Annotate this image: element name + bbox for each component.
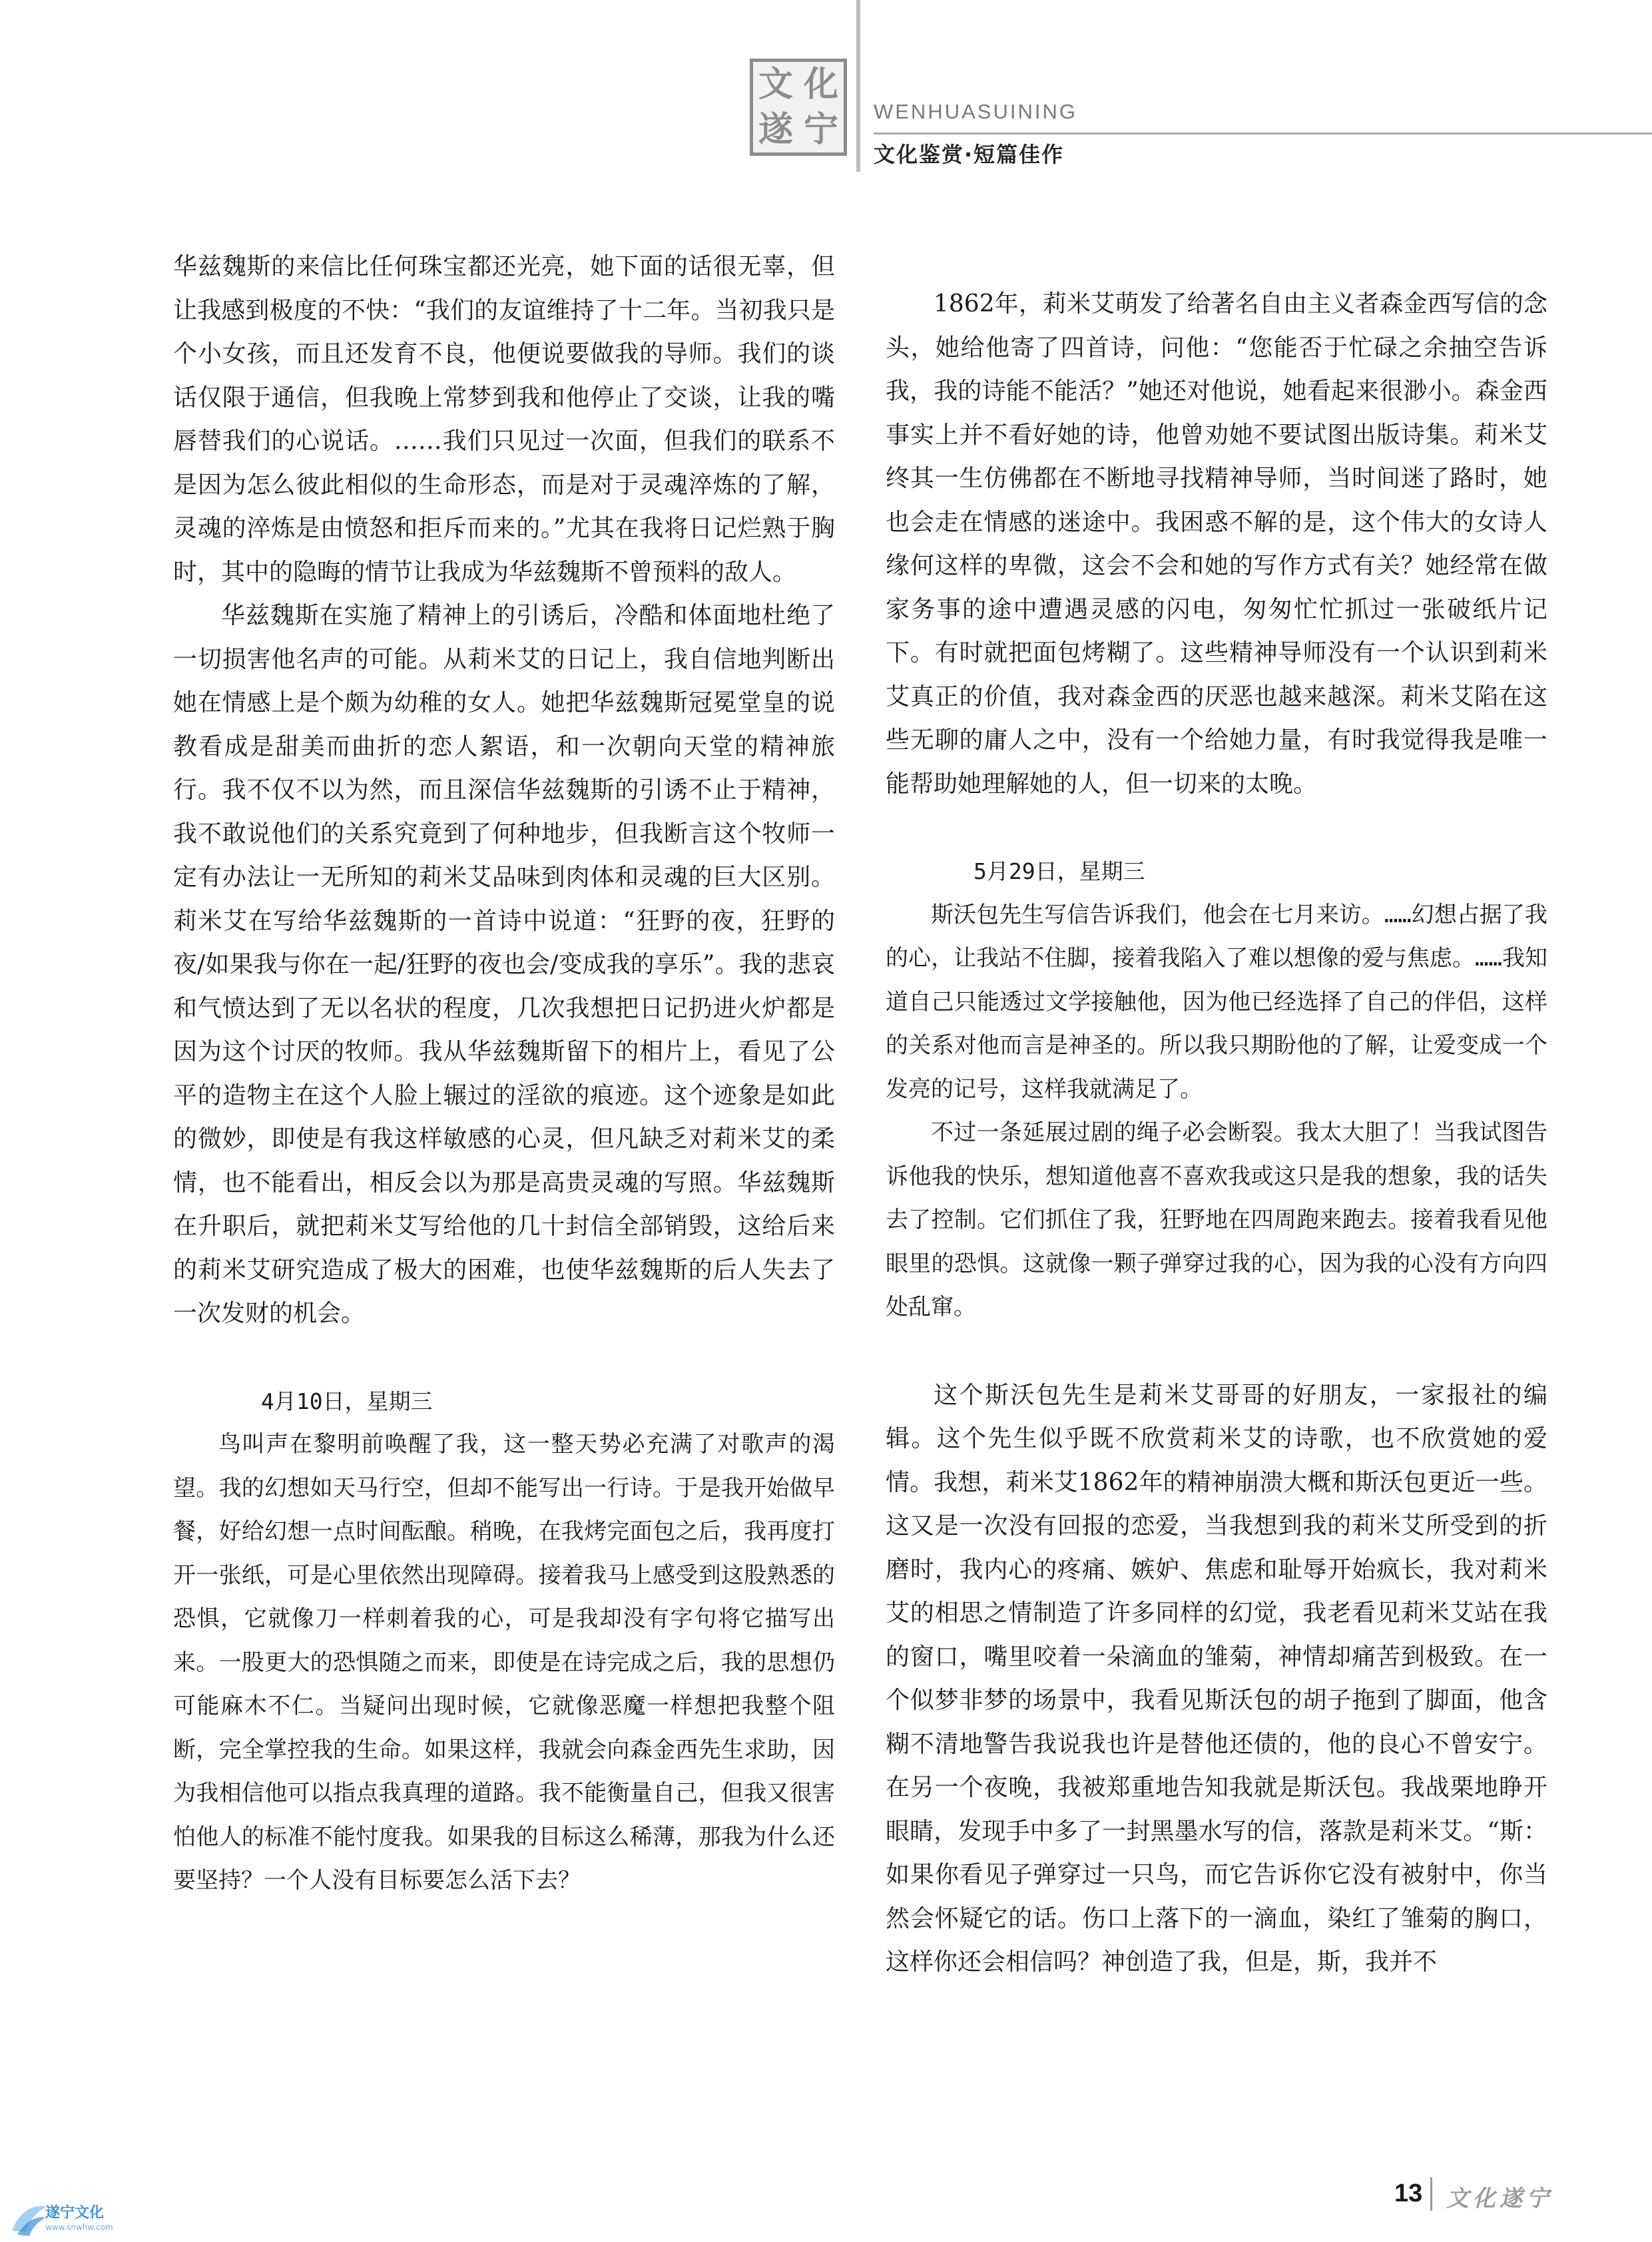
header-divider	[856, 0, 860, 172]
watermark-text: 遂宁文化	[45, 2205, 105, 2221]
footer-brand: 文化遂宁	[1446, 2185, 1553, 2212]
diary-date: 5月29日，星期三	[973, 858, 1145, 884]
paragraph: 华兹魏斯的来信比任何珠宝都还光亮，她下面的话很无辜，但让我感到极度的不快：“我们的友谊维持了十二年。当初我只是个小女孩，而且还发育不良，他便说要做我的导师。我们的谈话仅限于通信，但我晚上常梦到我和他停止了交谈，让我的嘴唇替我们的心说话。……我们只见过一次面，但我们的联系不是因为怎么彼此相似的生命形态，而是对于灵魂淬炼的了解，灵魂的淬炼是由愤怒和拒斥而来的。”尤其在我将日记烂熟于胸时，其中的隐晦的情节让我成为华兹魏斯不曾预料的敌人。	[173, 253, 835, 586]
brand-english: WENHUASUINING	[874, 100, 1077, 123]
paragraph: 1862年，莉米艾萌发了给著名自由主义者森金西写信的念头，她给他寄了四首诗，问他：“您能否于忙碌之余抽空告诉我，我的诗能不能活？”她还对他说，她看起来很渺小。森金西事实上并不看好她的诗，他曾劝她不要试图出版诗集。莉米艾终其一生仿佛都在不断地寻找精神导师，当时间迷了路时，她也会走在情感的迷途中。我困惑不解的是，这个伟大的女诗人缘何这样的卑微，这会不会和她的写作方式有关？她经常在做家务事的途中遭遇灵感的闪电，匆匆忙忙抓过一张破纸片记下。有时就把面包烤糊了。这些精神导师没有一个认识到莉米艾真正的价值，我对森金西的厌恶也越来越深。莉米艾陷在这些无聊的庸人之中，没有一个给她力量，有时我觉得我是唯一能帮助她理解她的人，但一切来的太晚。	[886, 290, 1547, 798]
magazine-logo	[750, 59, 847, 156]
footer-divider	[1430, 2177, 1432, 2211]
watermark-url: www.snwhw.com	[45, 2223, 113, 2232]
brand-rule	[874, 133, 1652, 135]
diary-entry: 不过一条延展过剧的绳子必会断裂。我太大胆了！当我试图告诉他我的快乐，想知道他喜不喜欢我或这只是我的想象，我的话失去了控制。它们抓住了我，狂野地在四周跑来跑去。接着我看见他眼里的恐惧。这就像一颗子弹穿过我的心，因为我的心没有方向四处乱窜。	[886, 1119, 1547, 1320]
page-number: 13	[1394, 2179, 1423, 2207]
logo-char: 遂	[758, 109, 793, 150]
logo-char: 宁	[803, 109, 838, 150]
diary-entry: 斯沃包先生写信告诉我们，他会在七月来访。……幻想占据了我的心，让我站不住脚，接着我陷入了难以想像的爱与焦虑。……我知道自己只能透过文学接触他，因为他已经选择了自己的伴侣，这样的关系对他而言是神圣的。所以我只期盼他的了解，让爱变成一个发亮的记号，这样我就满足了。	[886, 901, 1547, 1103]
section-title: 文化鉴赏·短篇佳作	[874, 142, 1065, 167]
left-column	[173, 245, 835, 1903]
paragraph: 华兹魏斯在实施了精神上的引诱后，冷酷和体面地杜绝了一切损害他名声的可能。从莉米艾的日记上，我自信地判断出她在情感上是个颇为幼稚的女人。她把华兹魏斯冠冕堂皇的说教看成是甜美而曲折的恋人絮语，和一次朝向天堂的精神旅行。我不仅不以为然，而且深信华兹魏斯的引诱不止于精神，我不敢说他们的关系究竟到了何种地步，但我断言这个牧师一定有办法让一无所知的莉米艾品味到肉体和灵魂的巨大区别。莉米艾在写给华兹魏斯的一首诗中说道：“狂野的夜，狂野的夜/如果我与你在一起/狂野的夜也会/变成我的享乐”。我的悲哀和气愤达到了无以名状的程度，几次我想把日记扔进火炉都是因为这个讨厌的牧师。我从华兹魏斯留下的相片上，看见了公平的造物主在这个人脸上辗过的淫欲的痕迹。这个迹象是如此的微妙，即使是有我这样敏感的心灵，但凡缺乏对莉米艾的柔情，也不能看出，相反会以为那是高贵灵魂的写照。华兹魏斯在升职后，就把莉米艾写给他的几十封信全部销毁，这给后来的莉米艾研究造成了极大的困难，也使华兹魏斯的后人失去了一次发财的机会。	[173, 602, 835, 1327]
right-column	[886, 245, 1547, 1984]
diary-date: 4月10日，星期三	[261, 1388, 433, 1414]
logo-char: 文	[758, 64, 793, 105]
diary-entry: 鸟叫声在黎明前唤醒了我，这一整天势必充满了对歌声的渴望。我的幻想如天马行空，但却不能写出一行诗。于是我开始做早餐，好给幻想一点时间酝酿。稍晚，在我烤完面包之后，我再度打开一张纸，可是心里依然出现障碍。接着我马上感受到这股熟悉的恐惧，它就像刀一样刺着我的心，可是我却没有字句将它描写出来。一股更大的恐惧随之而来，即使是在诗完成之后，我的思想仍可能麻木不仁。当疑问出现时候，它就像恶魔一样想把我整个阻断，完全掌控我的生命。如果这样，我就会向森金西先生求助，因为我相信他可以指点我真理的道路。我不能衡量自己，但我又很害怕他人的标准不能忖度我。如果我的目标这么稀薄，那我为什么还要坚持？一个人没有目标要怎么活下去？	[173, 1431, 835, 1894]
paragraph: 这个斯沃包先生是莉米艾哥哥的好朋友，一家报社的编辑。这个先生似乎既不欣赏莉米艾的诗歌，也不欣赏她的爱情。我想，莉米艾1862年的精神崩溃大概和斯沃包更近一些。这又是一次没有回报的恋爱，当我想到我的莉米艾所受到的折磨时，我内心的疼痛、嫉妒、焦虑和耻辱开始疯长，我对莉米艾的相思之情制造了许多同样的幻觉，我老看见莉米艾站在我的窗口，嘴里咬着一朵滴血的雏菊，神情却痛苦到极致。在一个似梦非梦的场景中，我看见斯沃包的胡子拖到了脚面，他含糊不清地警告我说我也许是替他还债的，他的良心不曾安宁。在另一个夜晚，我被郑重地告知我就是斯沃包。我战栗地睁开眼睛，发现手中多了一封黑墨水写的信，落款是莉米艾。“斯：如果你看见子弹穿过一只鸟，而它告诉你它没有被射中，你当然会怀疑它的话。伤口上落下的一滴血，染红了雏菊的胸口，这样你还会相信吗？神创造了我，但是，斯，我并不	[886, 1381, 1547, 1976]
logo-char: 化	[803, 64, 838, 105]
